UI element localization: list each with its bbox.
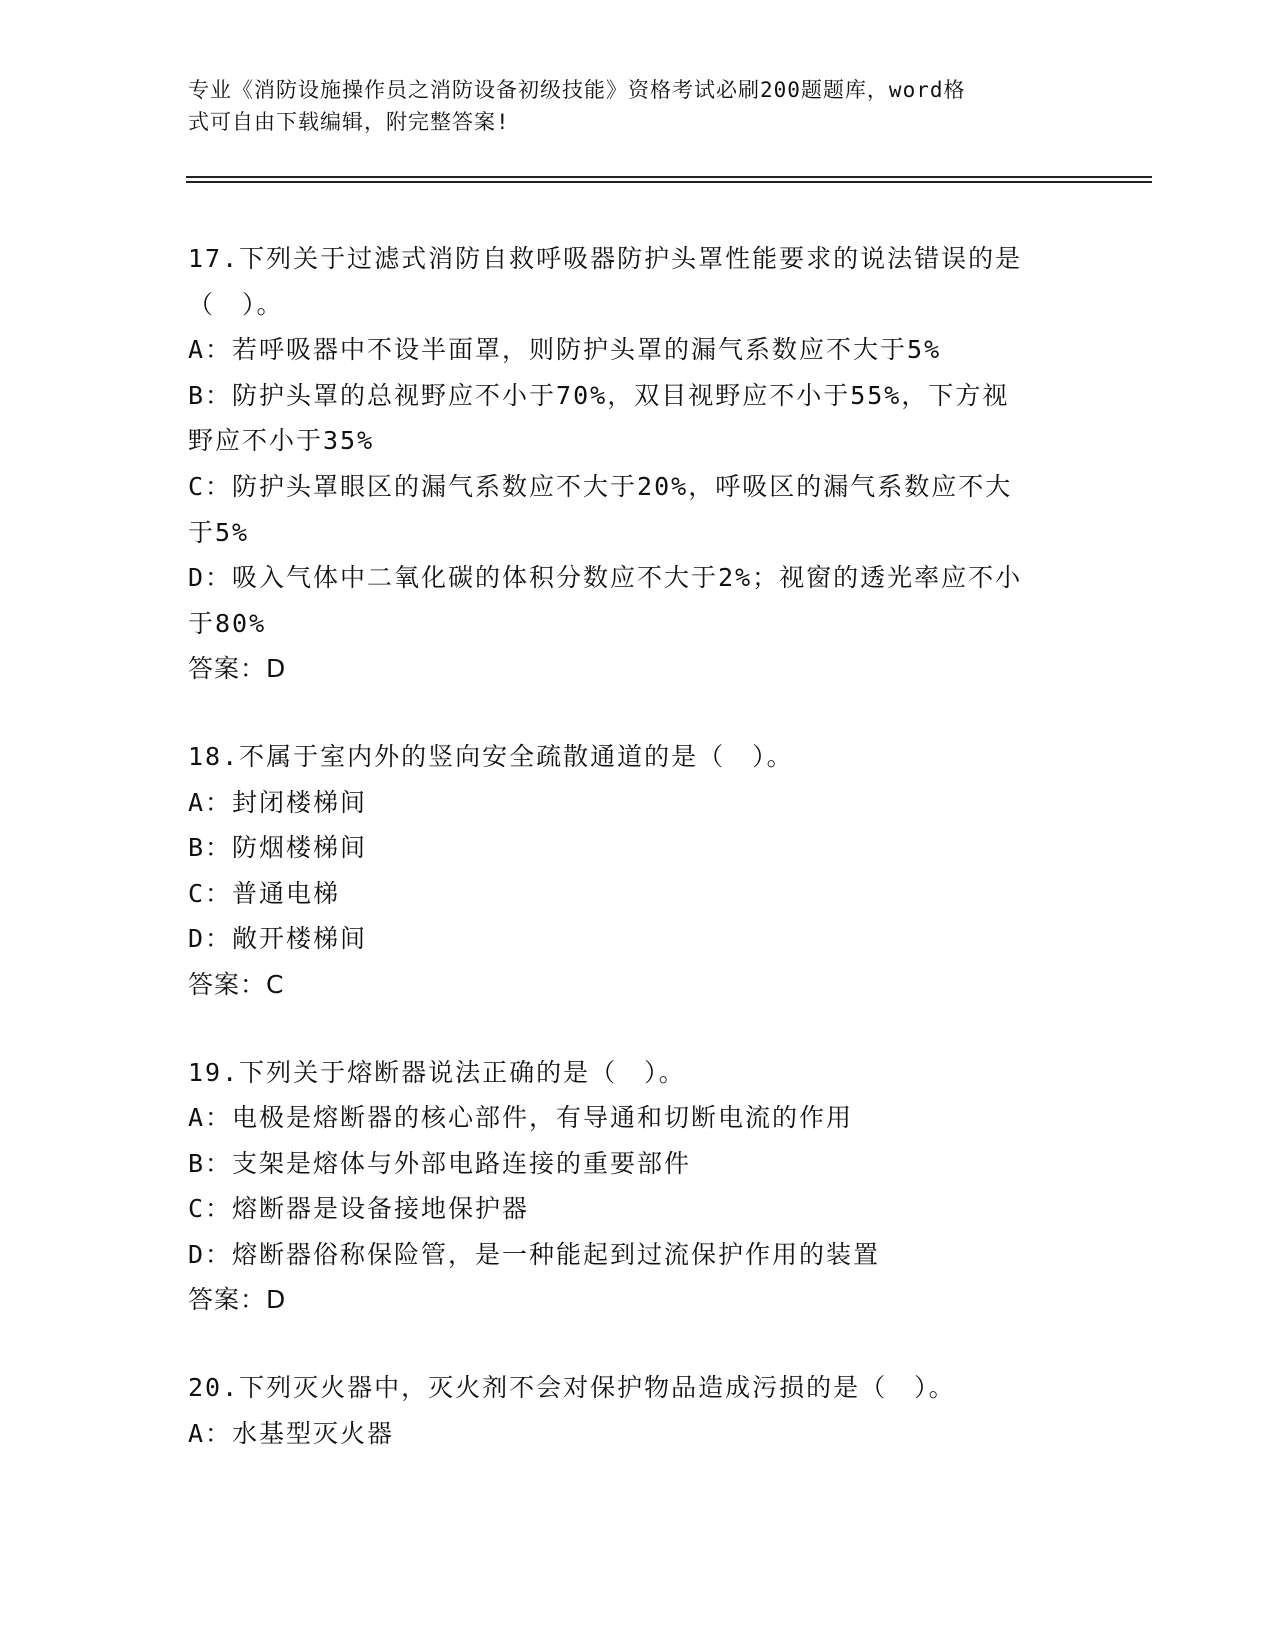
answer-label: 答案：D [188,1285,287,1315]
option-c: C：普通电梯 [188,878,341,908]
option-d: 于80% [188,608,267,638]
header-divider [186,181,1152,183]
option-d: D：敞开楼梯间 [188,924,368,954]
question-item [188,1050,1088,1324]
option-b: B：支架是熔体与外部电路连接的重要部件 [188,1148,692,1178]
header-line: 专业《消防设施操作员之消防设备初级技能》资格考试必刷200题题库，word格 [188,78,966,102]
question-item [188,734,1088,1008]
option-b: B：防烟楼梯间 [188,833,368,863]
header-line: 式可自由下载编辑，附完整答案! [188,110,510,134]
question-item [188,236,1088,692]
question-stem: 17.下列关于过滤式消防自救呼吸器防护头罩性能要求的说法错误的是 [188,244,1023,273]
question-stem: 18.不属于室内外的竖向安全疏散通道的是（ ）。 [188,741,794,771]
question-item [188,1365,1088,1456]
answer-label: 答案：D [188,654,287,684]
option-d: D：吸入气体中二氧化碳的体积分数应不大于2%；视窗的透光率应不小 [188,563,1023,593]
question-stem: 20.下列灭火器中，灭火剂不会对保护物品造成污损的是（ ）。 [188,1373,956,1403]
option-b: B：防护头罩的总视野应不小于70%，双目视野应不小于55%，下方视 [188,380,1010,410]
option-a: A：水基型灭火器 [188,1418,395,1448]
answer-label: 答案：C [188,969,285,999]
option-c: 于5% [188,517,250,547]
question-list [188,236,1088,1498]
question-stem: （ ）。 [188,289,284,319]
question-stem: 19.下列关于熔断器说法正确的是（ ）。 [188,1057,686,1087]
option-d: D：熔断器俗称保险管，是一种能起到过流保护作用的装置 [188,1239,881,1269]
option-c: C：防护头罩眼区的漏气系数应不大于20%，呼吸区的漏气系数应不大 [188,471,1013,501]
option-a: A：封闭楼梯间 [188,787,368,817]
option-a: A：电极是熔断器的核心部件，有导通和切断电流的作用 [188,1103,854,1133]
option-c: C：熔断器是设备接地保护器 [188,1194,530,1224]
document-header [188,74,1088,138]
header-divider [186,176,1152,178]
option-a: A：若呼吸器中不设半面罩，则防护头罩的漏气系数应不大于5% [188,335,942,365]
option-b: 野应不小于35% [188,426,375,456]
